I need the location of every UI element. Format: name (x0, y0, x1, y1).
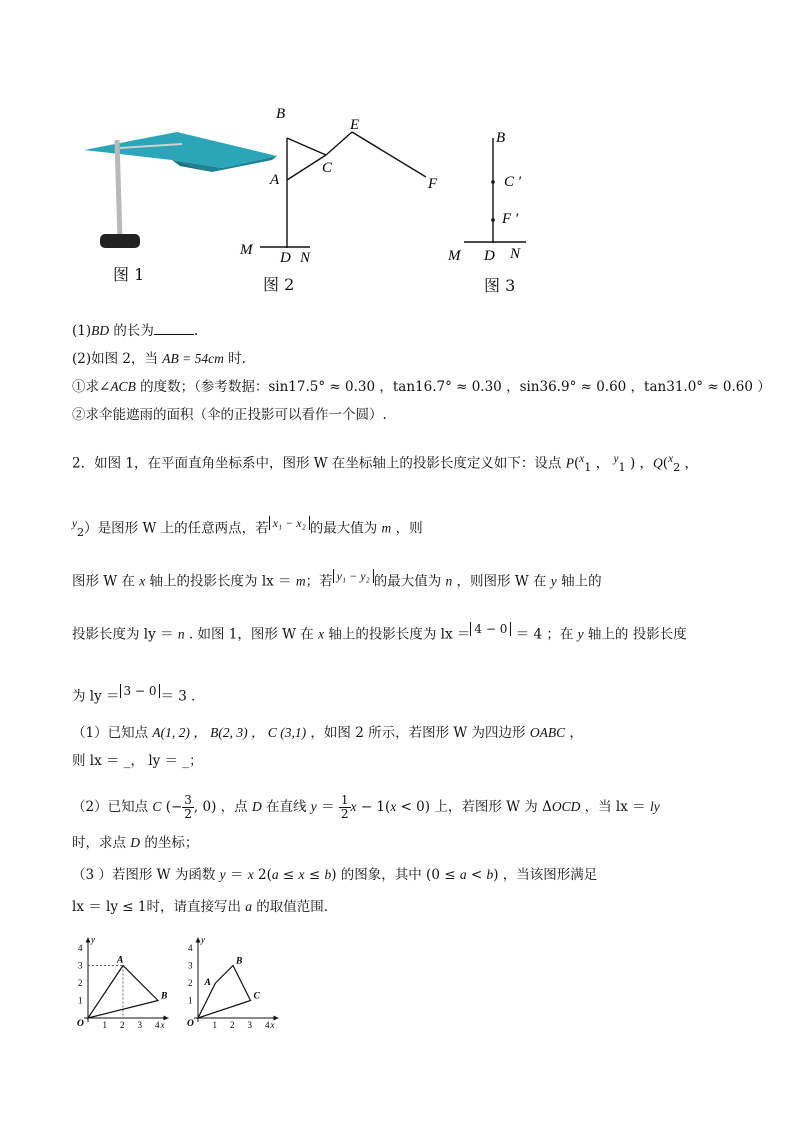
g1-y-arrow (86, 938, 91, 943)
q2-sub3-line2: lx ＝ ly ≤ 1时，请直接写出 a 的取值范围. (72, 899, 329, 915)
q2-para4: 投影长度为 ly ＝ n . 如图 1，图形 W 在 x 轴上的投影长度为 lx ＝ $^{4 - 0}$ ＝ 4 ；在 y 轴上的 投影长度 (72, 622, 687, 643)
q2-para1: 2．如图 1，在平面直角坐标系中，图形 W 在坐标轴上的投影长度定义如下：设点 P($^x_1$ ， $^y_1$ ) ，Q($^x_2$ ， (72, 453, 699, 475)
fig1-caption: 图 1 (113, 265, 145, 284)
q2-sub2-line2: 时，求点 D 的坐标； (72, 835, 199, 851)
fig2-caption: 图 2 (263, 275, 295, 294)
q2-sub1-answer: 则 lx ＝ _， ly ＝ _； (72, 753, 203, 769)
g1-xtick-3: 3 (137, 1020, 142, 1030)
label-C-prime: C ′ (504, 174, 522, 190)
q1-part2-ii: ②求伞能遮雨的面积（伞的正投影可以看作一个圆）. (72, 407, 387, 423)
q2-para3: 图形 W 在 x 轴上的投影长度为 lx ＝ m；若 $^{y_1 - y_2}$ 的最大值为 n ，则图形 W 在 y 轴上的 (72, 569, 602, 590)
label-A: A (270, 172, 280, 188)
label-M: M (240, 242, 253, 258)
answer-blank (154, 322, 194, 335)
label-D3: D (484, 248, 495, 264)
umbrella-base (100, 234, 140, 248)
coordinate-graph-1 (72, 932, 187, 1032)
q2-sub3: （3 ）若图形 W 为函数 y ＝ x 2(a ≤ x ≤ b) 的图象，其中 (0 ≤ a < b) ，当该图形满足 (72, 867, 598, 883)
umbrella-pole (117, 140, 120, 240)
label-N3: N (510, 246, 521, 262)
figure-2 (230, 100, 460, 270)
label-F-prime: F ′ (502, 211, 519, 227)
q1-part2-i: ①求∠ACB 的度数；（参考数据：sin17.5° ≈ 0.30 ，tan16.7° ≈ 0.30 ，sin36.9° ≈ 0.60 ，tan31.0° ≈ 0.60 ） (72, 379, 771, 395)
g1-ytick-1: 1 (78, 995, 83, 1006)
q1-part1: (1)BD 的长为 . (72, 323, 199, 339)
g1-point-A: A (117, 955, 124, 966)
g1-ytick-2: 2 (78, 978, 83, 988)
g1-point-B: B (161, 991, 168, 1002)
fig3-caption: 图 3 (484, 276, 516, 295)
label-C: C (322, 160, 333, 176)
g1-ytick-4: 4 (78, 943, 83, 953)
g2-xtick-4: 4 (265, 1020, 270, 1030)
g2-y-arrow (196, 938, 201, 943)
q2-sub1: （1）已知点 A(1, 2) ， B(2, 3) ， C (3,1) ，如图 2 所示，若图形 W 为四边形 OABC ， (72, 725, 583, 741)
g1-xtick-2: 2 (120, 1020, 125, 1030)
g1-ytick-3: 3 (78, 960, 83, 971)
g1-xlabel: x (160, 1020, 165, 1030)
g1-point-O: O (77, 1019, 84, 1029)
g2-ylabel: y (201, 934, 205, 945)
g1-ylabel: y (91, 934, 95, 945)
g2-shape (198, 966, 251, 1019)
q2-sub2: （2）已知点 C (− $\frac{3}{2}$ , 0) ，点 D 在直线 y ＝ $\frac{1}{2}$ x − 1(x < 0) 上，若图形 W 为 ΔOCD ，当 lx ＝ ly (72, 793, 660, 821)
g2-point-B: B (236, 956, 243, 967)
label-B: B (276, 106, 286, 122)
label-E: E (350, 117, 360, 133)
figure-3 (440, 128, 550, 273)
q1-part2: (2)如图 2，当 AB = 54cm 时. (72, 351, 246, 367)
g2-point-O: O (187, 1019, 194, 1029)
label-N: N (300, 250, 311, 266)
g2-point-A: A (204, 978, 211, 988)
g2-ytick-3: 3 (188, 960, 193, 971)
g2-xtick-2: 2 (230, 1020, 235, 1030)
label-M3: M (448, 248, 461, 264)
g1-xtick-4: 4 (155, 1020, 160, 1030)
g2-xlabel: x (270, 1020, 275, 1030)
label-D: D (280, 250, 291, 266)
g2-ytick-2: 2 (188, 978, 193, 988)
q2-para2: $^y_2$）是图形 W 上的任意两点，若 $^{x_1 - x_2}$ 的最大值为 m ，则 (72, 516, 423, 540)
g2-xtick-3: 3 (247, 1020, 252, 1030)
g2-ytick-1: 1 (188, 995, 193, 1006)
coordinate-graph-2 (182, 932, 297, 1032)
label-F: F (428, 176, 438, 192)
label-B3: B (496, 130, 506, 146)
g2-ytick-4: 4 (188, 943, 193, 953)
g2-point-C: C (253, 991, 260, 1002)
g1-xtick-1: 1 (102, 1020, 107, 1030)
g2-xtick-1: 1 (212, 1020, 217, 1030)
q2-para5: 为 ly ＝ $^{3 - 0}$ ＝ 3 ． (72, 684, 205, 705)
